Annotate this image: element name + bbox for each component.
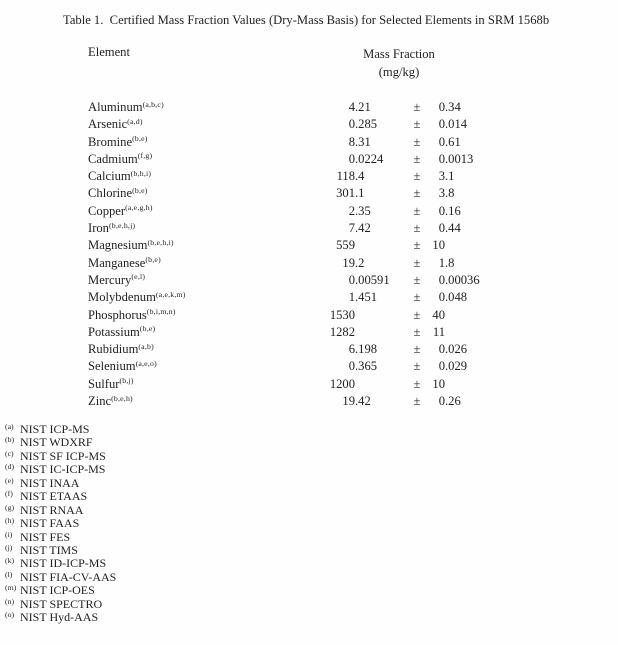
value-fraction-part: .1 [355,186,365,201]
footnote-key: (e) [5,475,14,485]
table-row [0,134,618,151]
element-method-notes: (a,b) [138,341,154,351]
value-integer-part: 0 [348,359,355,374]
footnote-method: NIST TIMS [20,542,78,557]
element-name: Calcium$^{(b,h,i)}$ [88,168,152,184]
footnote-key: (o) [5,610,15,620]
plus-minus-sign: ± [413,359,421,374]
table-row [0,99,618,116]
element-name: Selenium$^{(a,e,o)}$ [88,358,157,374]
value-fraction-part: .42 [355,394,371,409]
footnote-key: (j) [5,542,13,552]
footnote-line [5,595,116,611]
footnote-method: NIST WDXRF [20,435,93,450]
footnote-key: (a) [5,422,14,431]
footnote-line [5,460,116,477]
value-integer-part: 1530 [329,307,355,322]
element-method-notes: (f,g) [137,151,153,161]
footnote-method: NIST FIA-CV-AAS [20,569,117,584]
footnote-method: NIST ID-ICP-MS [20,556,107,571]
column-header-element: Element [88,45,130,59]
mass-fraction-label: Mass Fraction [363,47,435,61]
uncertainty-fraction-part: .0013 [445,151,474,166]
value-fraction-part: .4 [355,169,365,184]
uncertainty-fraction-part: .8 [445,186,455,201]
value-integer-part: 7 [348,221,355,236]
table-row [0,116,618,133]
footnote-key: (b) [5,435,15,445]
element-name: Zinc$^{(b,e,h)}$ [88,393,133,409]
table-row [0,185,618,202]
table-row [0,237,618,254]
mass-fraction-unit: (mg/kg) [378,65,420,79]
element-method-notes: (b,e,h,j) [108,220,136,230]
footnote-line [5,433,116,450]
plus-minus-sign: ± [413,376,421,391]
footnote-method: NIST FES [20,529,71,544]
element-method-notes: (b,h,i) [130,168,152,178]
plus-minus-sign: ± [413,203,421,218]
uncertainty-fraction-part: .61 [445,134,461,149]
plus-minus-sign: ± [413,238,421,253]
element-method-notes: (a,e,k,m) [155,289,186,299]
footnote-method: NIST ETAAS [20,489,88,504]
element-method-notes: (b,e) [132,134,148,144]
uncertainty-integer-part: 3 [438,186,445,201]
footnotes-list [5,420,117,625]
element-method-notes: (a,d) [127,116,143,126]
footnote-method: NIST INAA [20,475,80,490]
uncertainty-integer-part: 3 [438,169,445,184]
footnote-line [5,514,116,531]
plus-minus-sign: ± [413,100,421,114]
element-method-notes: (a,e,g,h) [125,203,153,213]
element-name: Molybdenum$^{(a,e,k,m)}$ [88,289,186,305]
value-integer-part: 118 [336,169,355,184]
table-row [0,168,618,185]
value-integer-part: 559 [336,238,355,253]
uncertainty-integer-part: 0 [438,134,445,149]
table-row [0,376,618,393]
table-row [0,272,618,289]
uncertainty-integer-part: 40 [432,307,445,322]
uncertainty-fraction-part: .026 [445,342,468,357]
uncertainty-fraction-part: .048 [445,290,468,305]
value-integer-part: 1200 [329,376,355,391]
plus-minus-sign: ± [413,151,421,166]
plus-minus-sign: ± [413,255,421,270]
table-row [0,220,618,237]
plus-minus-sign: ± [413,394,421,409]
footnote-key: (l) [5,569,13,579]
value-integer-part: 0 [348,151,355,166]
plus-minus-sign: ± [413,342,421,357]
plus-minus-sign: ± [413,169,421,184]
element-method-notes: (b,e,h,i) [147,237,174,247]
table-row [0,341,618,358]
value-integer-part: 19 [342,255,355,270]
uncertainty-integer-part: 0 [438,117,445,132]
plus-minus-sign: ± [413,221,421,236]
footnote-key: (k) [5,556,15,566]
footnote-key: (g) [5,502,15,512]
uncertainty-integer-part: 0 [438,394,445,409]
uncertainty-integer-part: 0 [438,342,445,357]
element-name: Mercury$^{(e,l)}$ [88,272,146,287]
value-fraction-part: .198 [355,342,378,357]
footnote-method: NIST SPECTRO [20,596,103,611]
uncertainty-fraction-part: .26 [445,394,461,409]
footnote-method: NIST ICP-OES [20,583,95,598]
value-fraction-part: .31 [355,134,371,149]
value-integer-part: 0 [348,272,355,287]
element-name: Potassium$^{(b,e)}$ [88,324,156,339]
element-name: Arsenic$^{(a,d)}$ [88,116,143,132]
element-method-notes: (b,e) [145,255,161,265]
uncertainty-integer-part: 10 [432,376,445,391]
table-row [0,307,618,324]
uncertainty-integer-part: 11 [432,324,445,339]
footnote-key: (i) [5,529,13,539]
table-title: Table 1. Certified Mass Fraction Values (Dry-Mass Basis) for Selected Elements in SRM 1568b [63,13,550,27]
element-name: Rubidium$^{(a,b)}$ [88,341,154,357]
footnote-method: NIST FAAS [20,516,80,531]
element-name: Bromine$^{(b,e)}$ [88,134,148,149]
footnote-method: NIST IC-ICP-MS [20,462,106,477]
value-fraction-part: .285 [355,117,378,132]
value-fraction-part: .365 [355,359,378,374]
element-name: Aluminum$^{(a,b,c)}$ [88,99,164,114]
element-method-notes: (b,i,m,n) [146,307,176,317]
value-integer-part: 8 [348,134,355,149]
footnote-method: NIST ICP-MS [20,422,90,436]
value-fraction-part: .21 [355,100,371,114]
uncertainty-integer-part: 0 [438,221,445,236]
table-row [0,358,618,375]
footnote-line [5,487,116,504]
value-fraction-part: .2 [355,255,365,270]
uncertainty-fraction-part: .014 [445,117,468,132]
footnote-key: (m) [5,583,17,593]
footnote-key: (c) [5,448,14,458]
plus-minus-sign: ± [413,290,421,305]
uncertainty-integer-part: 0 [438,100,445,114]
element-method-notes: (b,e) [139,324,156,334]
element-name: Sulfur$^{(b,j)}$ [88,376,134,391]
uncertainty-fraction-part: .1 [445,169,455,184]
uncertainty-fraction-part: .00036 [445,272,480,287]
value-integer-part: 19 [342,394,355,409]
value-integer-part: 1282 [329,324,355,339]
footnote-line [5,554,116,571]
footnote-key: (d) [5,462,15,472]
plus-minus-sign: ± [413,186,421,201]
value-integer-part: 0 [348,117,355,132]
element-name: Copper$^{(a,e,g,h)}$ [88,203,153,218]
footnote-line [5,447,116,463]
plus-minus-sign: ± [413,117,421,132]
uncertainty-integer-part: 10 [432,238,445,253]
uncertainty-integer-part: 0 [438,151,445,166]
footnote-method: NIST Hyd-AAS [20,610,99,625]
value-integer-part: 4 [348,100,355,114]
uncertainty-fraction-part: .44 [445,221,461,236]
value-fraction-part: .00591 [355,272,390,287]
uncertainty-fraction-part: .34 [445,100,461,114]
element-name: Phosphorus$^{(b,i,m,n)}$ [88,307,176,322]
column-header-mass-fraction [336,45,462,81]
element-name: Manganese$^{(b,e)}$ [88,255,161,270]
footnote-line [5,541,116,557]
table-row [0,289,618,306]
table-rows [0,99,618,410]
footnote-key: (f) [5,489,13,499]
table-row [0,255,618,272]
value-fraction-part: .35 [355,203,371,218]
element-name: Cadmium$^{(f,g)}$ [88,151,153,166]
footnote-line [5,501,116,517]
element-method-notes: (b,e) [132,185,148,195]
uncertainty-integer-part: 0 [438,290,445,305]
element-method-notes: (e,l) [131,272,146,282]
uncertainty-fraction-part: .029 [445,359,468,374]
footnote-line [5,568,117,584]
uncertainty-integer-part: 0 [438,272,445,287]
value-integer-part: 1 [348,290,355,305]
footnote-method: NIST SF ICP-MS [20,448,106,463]
value-integer-part: 301 [336,186,355,201]
table-row [0,324,618,341]
value-fraction-part: .42 [355,221,371,236]
element-method-notes: (a,b,c) [142,99,164,109]
element-name: Iron$^{(b,e,h,j)}$ [88,220,136,236]
element-method-notes: (b,j) [119,376,134,386]
plus-minus-sign: ± [413,272,421,287]
footnote-method: NIST RNAA [20,502,84,517]
uncertainty-integer-part: 0 [438,203,445,218]
value-integer-part: 2 [348,203,355,218]
plus-minus-sign: ± [413,134,421,149]
plus-minus-sign: ± [413,307,421,322]
footnote-line [5,528,116,544]
footnote-key: (h) [5,516,15,526]
uncertainty-integer-part: 0 [438,359,445,374]
element-method-notes: (a,e,o) [135,358,157,368]
value-fraction-part: .451 [355,290,378,305]
value-fraction-part: .0224 [355,151,384,166]
element-name: Magnesium$^{(b,e,h,i)}$ [88,237,174,253]
table-row [0,151,618,168]
uncertainty-fraction-part: .8 [445,255,455,270]
plus-minus-sign: ± [413,324,421,339]
footnote-key: (n) [5,596,15,606]
element-method-notes: (b,e,h) [111,393,133,403]
uncertainty-fraction-part: .16 [445,203,461,218]
uncertainty-integer-part: 1 [438,255,445,270]
value-integer-part: 6 [348,342,355,357]
table-row [0,203,618,220]
element-name: Chlorine$^{(b,e)}$ [88,185,148,201]
table-row [0,393,618,410]
footnote-line [5,420,116,436]
